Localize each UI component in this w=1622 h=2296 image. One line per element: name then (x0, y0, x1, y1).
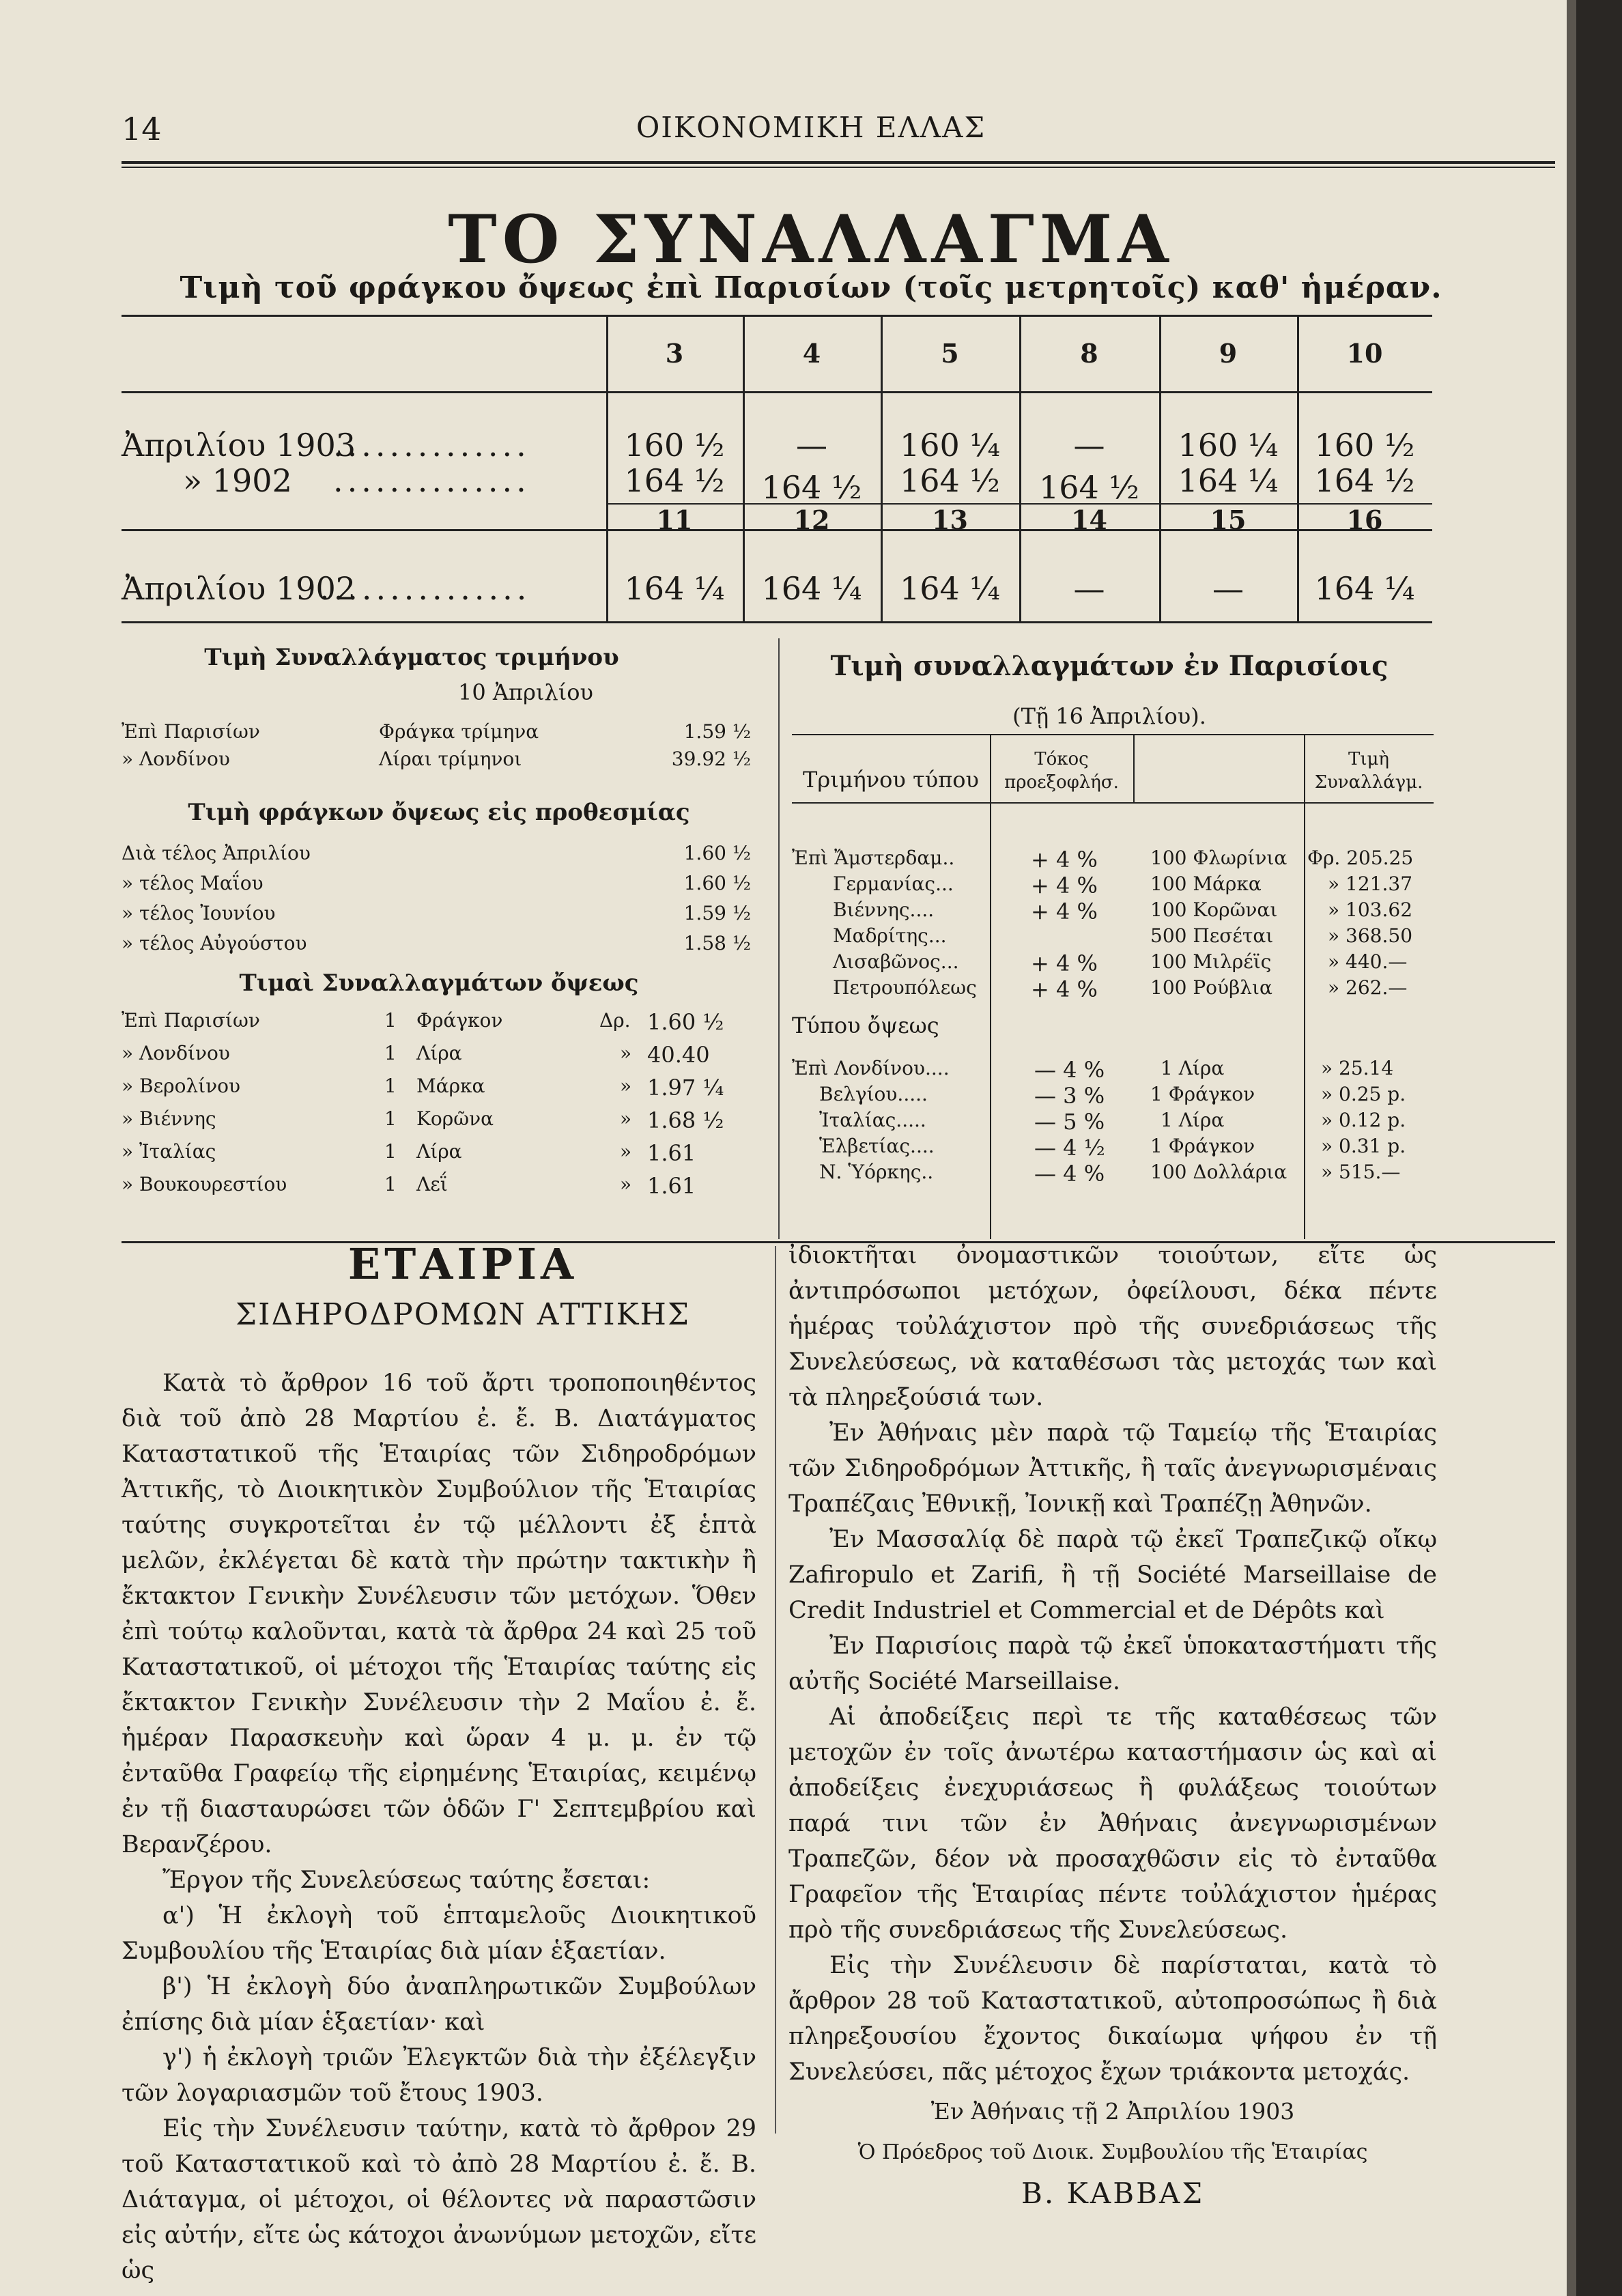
paris-place: Ἐπὶ Ἄμστερδαμ.. (792, 847, 955, 869)
sight-place: » Βερολίνου (122, 1075, 241, 1097)
three-month-place: Ἐπὶ Παρισίων (122, 720, 260, 743)
col-price-2: Συναλλάγμ. (1314, 772, 1423, 793)
rate-cell: 164 ¼ (1178, 462, 1279, 499)
sight-currency: » (620, 1173, 632, 1195)
rate-cell: 164 ¼ (899, 570, 1000, 607)
sight-unit: Μάρκα (416, 1075, 485, 1097)
day-header: 13 (932, 505, 968, 535)
column-rule (778, 638, 780, 1239)
paris-amount: 100 Κορῶναι (1150, 898, 1278, 921)
exchange-subtitle: Τιμὴ τοῦ φράγκου ὄψεως ἐπὶ Παρισίων (τοῖς μετρητοῖς) καθ' ἡμέραν. (180, 270, 1442, 305)
day-header: 8 (1080, 338, 1098, 369)
paragraph: α') Ἡ ἐκλογὴ τοῦ ἑπταμελοῦς Διοικητικοῦ Συμβουλίου τῆς Ἑταιρίας διὰ μίαν ἑξαετίαν. (122, 1902, 756, 1965)
leader-dots: .............. (333, 427, 530, 464)
paris-price: » 368.50 (1328, 924, 1413, 947)
day-header: 9 (1219, 338, 1238, 369)
sight-type-label: Τύπου ὄψεως (792, 1012, 939, 1038)
paris-table (792, 734, 1434, 1243)
rate-cell: 164 ¼ (624, 570, 725, 607)
paris-rate: + 4 % (1031, 873, 1098, 898)
three-month-heading: Τιμὴ Συναλλάγματος τριμήνου (204, 644, 619, 671)
rate-cell: — (1073, 570, 1105, 607)
header-rule-thin (122, 167, 1555, 168)
paris-price: » 121.37 (1328, 873, 1413, 895)
paris-amount: 1 Φράγκον (1150, 1083, 1255, 1105)
paris-amount: 1 Φράγκον (1150, 1135, 1255, 1157)
day-header: 4 (802, 338, 821, 369)
paris-amount: 100 Φλωρίνια (1150, 847, 1287, 869)
sight-currency: » (620, 1042, 632, 1064)
three-month-value: 39.92 ½ (671, 748, 751, 770)
exchange-table (122, 311, 1432, 625)
signer-name: Β. ΚΑΒΒΑΣ (1021, 2177, 1205, 2210)
forward-label: » τέλος Μαΐου (122, 872, 264, 894)
paris-rate: — 4 ½ (1034, 1135, 1105, 1161)
paris-place: Ἑλβετίας.... (819, 1135, 935, 1157)
three-month-date: 10 Ἀπριλίου (458, 679, 593, 705)
forward-label: » τέλος Ἰουνίου (122, 902, 276, 924)
row-label-1903: Ἀπριλίου 1903 (122, 427, 356, 464)
paragraph: γ') ἡ ἐκλογὴ τριῶν Ἐλεγκτῶν διὰ τὴν ἐξέλεγξιν τῶν λογαριασμῶν τοῦ ἔτους 1903. (122, 2044, 756, 2107)
three-month-desc: Λίραι τρίμηνοι (379, 748, 522, 770)
sight-place: » Βουκουρεστίου (122, 1173, 287, 1195)
paris-place: Μαδρίτης... (833, 924, 947, 947)
sight-value: 40.40 (647, 1042, 710, 1068)
rate-cell: — (1212, 570, 1244, 607)
paris-rate: — 3 % (1034, 1083, 1105, 1109)
rate-cell: 164 ¼ (761, 570, 862, 607)
exchange-title: ΤΟ ΣΥΝΑΛΛΑΓΜΑ (448, 201, 1174, 278)
rate-cell: 164 ½ (899, 462, 1000, 499)
rate-cell: 164 ¼ (1314, 570, 1415, 607)
paragraph: Ἐν Ἀθήναις μὲν παρὰ τῷ Ταμείῳ τῆς Ἑταιρίας τῶν Σιδηροδρόμων Ἀττικῆς, ἢ ταῖς ἀνεγνωρισμέναις Τραπέζαις Ἐθνικῇ, Ἰονικῇ καὶ Τραπέζῃ Ἀθηνῶν. (788, 1419, 1437, 1518)
day-header: 15 (1210, 505, 1247, 535)
paris-amount: 100 Μάρκα (1150, 873, 1262, 895)
paragraph: ἰδιοκτῆται ὀνομαστικῶν τοιούτων, εἴτε ὡς ἀντιπρόσωποι μετόχων, ὀφείλουσι, δέκα πέντε ἡμέρας τοὐλάχιστον πρὸ τῆς συνεδριάσεως τῆς Συνελεύσεως, νὰ καταθέσωσι τὰς μετοχάς των καὶ τὰ πληρεξούσιά των. (788, 1242, 1437, 1411)
paris-place: Γερμανίας... (833, 873, 954, 895)
sight-currency: Δρ. (599, 1009, 631, 1032)
sight-currency: » (620, 1075, 632, 1097)
paris-rate: + 4 % (1031, 847, 1098, 873)
three-month-value: 1.59 ½ (683, 720, 751, 743)
rate-cell: — (1073, 427, 1105, 464)
sight-currency: » (620, 1107, 632, 1130)
day-header: 11 (656, 505, 693, 535)
signer-title: Ὁ Πρόεδρος τοῦ Διοικ. Συμβουλίου τῆς Ἑταιρίας (857, 2140, 1368, 2164)
paris-place: Ν. Ὑόρκης.. (819, 1161, 934, 1183)
paris-amount: 1 Λίρα (1161, 1057, 1225, 1079)
forward-value: 1.60 ½ (683, 872, 751, 894)
paris-place: Λισαβῶνος... (833, 950, 959, 973)
paragraph: Ἔργον τῆς Συνελεύσεως ταύτης ἔσεται: (162, 1867, 651, 1894)
forward-value: 1.60 ½ (683, 842, 751, 864)
paris-rate: — 5 % (1034, 1109, 1105, 1135)
rate-cell: 164 ½ (1038, 469, 1139, 506)
paragraph: Κατὰ τὸ ἄρθρον 16 τοῦ ἄρτι τροποποιηθέντος διὰ τοῦ ἀπὸ 28 Μαρτίου ἐ. ἔ. Β. Διατάγματος Καταστατικοῦ τῆς Ἑταιρίας τῶν Σιδηροδρόμων Ἀττικῆς, τὸ Διοικητικὸν Συμβούλιον τῆς Ἑταιρίας ταύτης συγκροτεῖται ἐν τῷ μέλλοντι ἐξ ἑπτὰ μελῶν, ἐκλέγεται δὲ κατὰ τὴν πρώτην τακτικὴν ἢ ἔκτακτον Γενικὴν Συνέλευσιν τῶν μετόχων. Ὅθεν ἐπὶ τούτῳ καλοῦνται, κατὰ τὰ ἄρθρα 24 καὶ 25 τοῦ Καταστατικοῦ, οἱ μέτοχοι τῆς Ἑταιρίας ταύτης εἰς ἔκτακτον Γενικὴν Συνέλευσιν τὴν 2 Μαΐου ἐ. ἔ. ἡμέραν Παρασκευὴν καὶ ὥραν 4 μ. μ. ἐν τῷ ἐνταῦθα Γραφείῳ τῆς εἰρημένης Ἑταιρίας, κειμένῳ ἐν τῇ διασταυρώσει τῶν ὁδῶν Γ' Σεπτεμβρίου καὶ Βερανζέρου. (122, 1370, 756, 1858)
rate-cell: 160 ½ (1314, 427, 1415, 464)
paris-place: Ἐπὶ Λονδίνου.... (792, 1057, 950, 1079)
rate-cell: — (796, 427, 827, 464)
sight-value: 1.68 ½ (647, 1107, 724, 1133)
sight-qty: 1 (384, 1042, 397, 1064)
sight-unit: Λίρα (416, 1140, 462, 1163)
page-number: 14 (122, 111, 162, 147)
paris-price: » 515.— (1321, 1161, 1401, 1183)
paragraph: Αἱ ἀποδείξεις περὶ τε τῆς καταθέσεως τῶν μετοχῶν ἐν τοῖς ἀνωτέρω καταστήμασιν ὡς καὶ αἱ ἀποδείξεις ἐνεχυριάσεως ἢ φυλάξεως τοιούτων παρά τινι τῶν ἐν Ἀθήναις ἀνεγνωρισμένων Τραπεζῶν, δέον νὰ προσαχθῶσιν εἰς τὸ ἐνταῦθα Γραφεῖον τῆς Ἑταιρίας πέντε τοὐλάχιστον ἡμέρας πρὸ τῆς συνεδριάσεως τῆς Συνελεύσεως. (788, 1703, 1437, 1944)
day-header: 10 (1346, 338, 1383, 369)
header-rule (122, 161, 1555, 164)
notice-subtitle: ΣΙΔΗΡΟΔΡΟΜΩΝ ΑΤΤΙΚΗΣ (236, 1297, 690, 1332)
forward-label: » τέλος Αὐγούστου (122, 932, 307, 954)
paris-rate: — 4 % (1034, 1057, 1105, 1083)
paris-price: » 0.25 p. (1321, 1083, 1406, 1105)
paragraph: Ἐν Μασσαλίᾳ δὲ παρὰ τῷ ἐκεῖ Τραπεζικῷ οἴκῳ Zafiropulo et Zarifi, ἢ τῇ Société Marseillaise de Credit Industriel et Commercial et de Dépôts καὶ (788, 1526, 1437, 1624)
paris-date: (Τῇ 16 Ἀπριλίου). (1012, 703, 1206, 729)
paris-heading: Τιμὴ συναλλαγμάτων ἐν Παρισίοις (830, 650, 1389, 682)
rate-cell: 164 ½ (761, 469, 862, 506)
paragraph: Εἰς τὴν Συνέλευσιν ταύτην, κατὰ τὸ ἄρθρον 29 τοῦ Καταστατικοῦ καὶ τὸ ἀπὸ 28 Μαρτίου ἐ. ἔ. Β. Διάταγμα, οἱ μέτοχοι, οἱ θέλοντες νὰ παραστῶσιν εἰς αὐτήν, εἴτε ὡς κάτοχοι ἀνωνύμων μετοχῶν, εἴτε ὡς (122, 2115, 756, 2284)
forward-value: 1.59 ½ (683, 902, 751, 924)
row-label-april-1902: Ἀπριλίου 1902 (122, 570, 356, 607)
place-date: Ἐν Ἀθήναις τῇ 2 Ἀπριλίου 1903 (930, 2098, 1295, 2125)
day-header: 14 (1071, 505, 1107, 535)
sight-qty: 1 (384, 1075, 397, 1097)
sight-value: 1.61 (647, 1140, 696, 1166)
sight-place: Ἐπὶ Παρισίων (122, 1009, 260, 1032)
paris-price: Φρ. 205.25 (1307, 847, 1414, 869)
day-header: 16 (1346, 505, 1383, 535)
col-type: Τριμήνου τύπου (803, 767, 979, 793)
sight-value: 1.60 ½ (647, 1009, 724, 1035)
day-header: 3 (665, 338, 684, 369)
col-price: Τιμὴ (1348, 749, 1389, 769)
paris-price: » 440.— (1328, 950, 1408, 973)
sight-place: » Λονδίνου (122, 1042, 230, 1064)
paris-place: Βιέννης.... (833, 898, 935, 921)
col-rate: Τόκος (1034, 749, 1089, 769)
rate-cell: 164 ½ (1314, 462, 1415, 499)
day-header: 5 (941, 338, 959, 369)
running-title: ΟΙΚΟΝΟΜΙΚΗ ΕΛΛΑΣ (636, 111, 986, 144)
leader-dots: ............... (319, 570, 531, 607)
sight-unit: Φράγκον (416, 1009, 503, 1032)
sight-value: 1.61 (647, 1173, 696, 1199)
forward-label: Διὰ τέλος Ἀπριλίου (122, 842, 311, 864)
three-month-place: » Λονδίνου (122, 748, 230, 770)
row-label-1902: » 1902 (183, 462, 292, 499)
rate-cell: 160 ¼ (1178, 427, 1279, 464)
paris-rate: + 4 % (1031, 950, 1098, 976)
notice-title: ΕΤΑΙΡΙΑ (347, 1239, 578, 1289)
three-month-desc: Φράγκα τρίμηνα (379, 720, 539, 743)
paragraph: Ἐν Παρισίοις παρὰ τῷ ἐκεῖ ὑποκαταστήματι τῆς αὐτῆς Société Marseillaise. (788, 1632, 1437, 1695)
sight-qty: 1 (384, 1173, 397, 1195)
paris-price: » 0.12 p. (1321, 1109, 1406, 1131)
paris-place: Ἰταλίας..... (819, 1109, 926, 1131)
paragraph: β') Ἡ ἐκλογὴ δύο ἀναπληρωτικῶν Συμβούλων ἐπίσης διὰ μίαν ἑξαετίαν· καὶ (122, 1973, 756, 2036)
sight-unit: Λίρα (416, 1042, 462, 1064)
column-rule (775, 1246, 776, 2134)
leader-dots: .............. (333, 462, 530, 499)
paris-price: » 25.14 (1321, 1057, 1394, 1079)
sight-currency: » (620, 1140, 632, 1163)
paris-amount: 100 Μιλρέϊς (1150, 950, 1272, 973)
paris-amount: 500 Πεσέται (1150, 924, 1274, 947)
sight-place: » Ἰταλίας (122, 1140, 216, 1163)
col-rate-2: προεξοφλήσ. (1004, 772, 1119, 793)
rate-cell: 164 ½ (624, 462, 725, 499)
adjacent-page-edge (1567, 0, 1622, 2296)
paris-price: » 262.— (1328, 976, 1408, 999)
rate-cell: 160 ½ (624, 427, 725, 464)
rate-cell: 160 ¼ (899, 427, 1000, 464)
day-header: 12 (793, 505, 830, 535)
notice-right-column (788, 1238, 1437, 2211)
sight-table (122, 1009, 756, 1241)
sight-value: 1.97 ¼ (647, 1075, 724, 1101)
paris-amount: 100 Ρούβλια (1150, 976, 1272, 999)
paris-place: Βελγίου..... (819, 1083, 928, 1105)
paris-price: » 103.62 (1328, 898, 1413, 921)
notice-left-column (122, 1365, 756, 2288)
paris-place: Πετρουπόλεως (833, 976, 977, 999)
sight-qty: 1 (384, 1107, 397, 1130)
sight-place: » Βιέννης (122, 1107, 216, 1130)
sight-qty: 1 (384, 1140, 397, 1163)
sight-unit: Κορῶνα (416, 1107, 494, 1130)
forward-heading: Τιμὴ φράγκων ὄψεως εἰς προθεσμίας (188, 799, 690, 826)
paragraph: Εἰς τὴν Συνέλευσιν δὲ παρίσταται, κατὰ τὸ ἄρθρον 28 τοῦ Καταστατικοῦ, αὐτοπροσώπως ἢ διὰ πληρεξουσίου ἔχοντος δικαίωμα ψήφου ἐν τῇ Συνελεύσει, πᾶς μέτοχος ἔχων τριάκοντα μετοχάς. (788, 1952, 1437, 2086)
forward-value: 1.58 ½ (683, 932, 751, 954)
paris-rate: + 4 % (1031, 898, 1098, 924)
paris-amount: 1 Λίρα (1161, 1109, 1225, 1131)
paris-rate: + 4 % (1031, 976, 1098, 1002)
paris-rate: — 4 % (1034, 1161, 1105, 1187)
paris-amount: 100 Δολλάρια (1150, 1161, 1287, 1183)
paris-price: » 0.31 p. (1321, 1135, 1406, 1157)
sight-unit: Λεΐ (416, 1173, 448, 1195)
sight-heading: Τιμαὶ Συναλλαγμάτων ὄψεως (239, 969, 639, 997)
sight-qty: 1 (384, 1009, 397, 1032)
